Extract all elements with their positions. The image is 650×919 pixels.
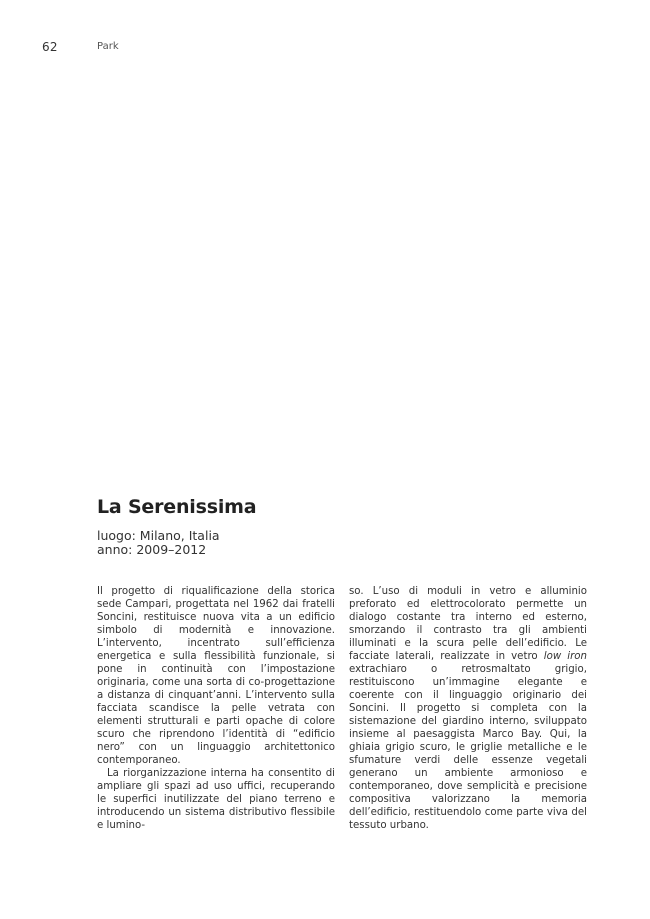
text-run: extrachiaro o retrosmaltato grigio, restituiscono un’immagine elegante e coerente con il linguaggio originario dei Soncini. Il progetto si completa con la sistemazione del giardino interno, sviluppato insieme al paesaggista Marco Bay. Qui, la ghiaia grigio scuro, le griglie metalliche e le sfumature verdi delle essenze vegetali generano un ambiente armonioso e contemporaneo, dove semplicità e precisione compositiva valorizzano la memoria dell’edificio, restituendolo come parte viva del tessuto urbano.: [349, 664, 587, 831]
project-year: anno: 2009–2012: [97, 542, 207, 557]
paragraph: [349, 585, 587, 832]
text-run: so. L’uso di moduli in vetro e alluminio preforato ed elettrocolorato permette un dialogo costante tra interno ed esterno, smorzando il contrasto tra gli ambienti illuminati e la scura pelle dell’edificio. Le facciate laterali, realizzate in vetro: [349, 586, 587, 662]
project-location: luogo: Milano, Italia: [97, 528, 220, 543]
paragraph: La riorganizzazione interna ha consentito di ampliare gli spazi ad uso uffici, recuperando le superfici inutilizzate del piano terreno e introducendo un sistema distributivo flessibile e lumino-: [97, 768, 335, 831]
project-meta: [97, 529, 220, 557]
page-number: 62: [42, 40, 58, 54]
italic-term: low iron: [543, 651, 587, 662]
text-column-left: [97, 585, 335, 832]
article-title: La Serenissima: [97, 496, 257, 518]
text-column-right: [349, 585, 587, 832]
paragraph: Il progetto di riqualificazione della storica sede Campari, progettata nel 1962 dai fratelli Soncini, restituisce nuova vita a un edificio simbolo di modernità e innovazione. L’intervento, incentrato sull’efficienza energetica e sulla flessibilità funzionale, si pone in continuità con l’impostazione originaria, come una sorta di co-progettazione a distanza di cinquant’anni. L’intervento sulla facciata scandisce la pelle vetrata con elementi strutturali e parti opache di colore scuro che riprendono l’identità di “edificio nero” con un linguaggio architettonico contemporaneo.: [97, 586, 335, 766]
running-head: Park: [97, 41, 119, 52]
